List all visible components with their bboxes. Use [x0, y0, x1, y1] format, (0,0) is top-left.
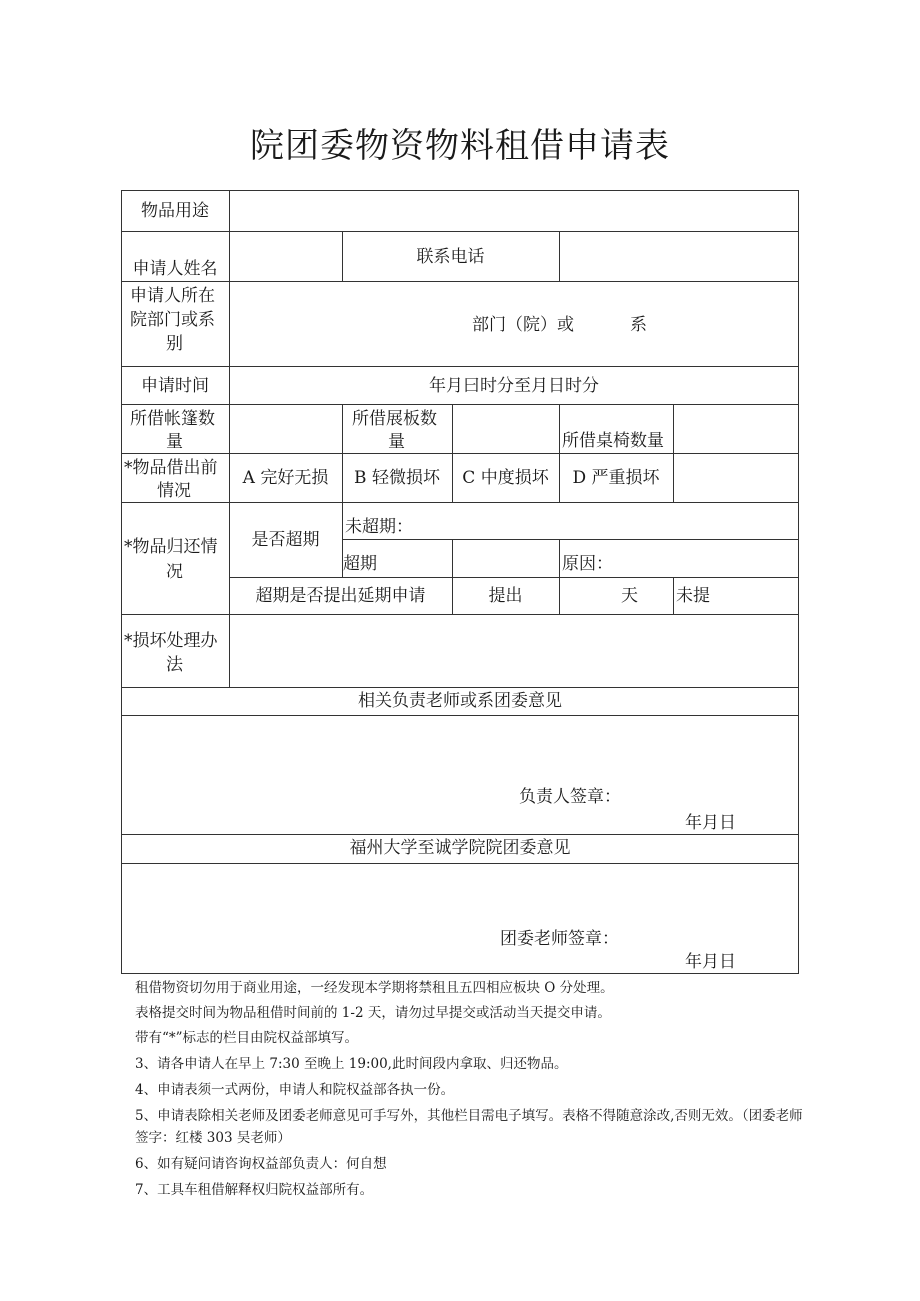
damage-handling-field[interactable] — [232, 638, 797, 662]
extension-not-proposed-option[interactable]: 未提 — [676, 586, 710, 606]
return-label-line2: 况 — [166, 562, 183, 582]
dept-suffix: 系 — [630, 315, 647, 335]
note-item: 6、如有疑问请咨询权益部负责人：何自想 — [135, 1156, 387, 1172]
teacher-opinion-header: 相关负责老师或系团委意见 — [358, 691, 562, 711]
purpose-label: 物品用途 — [141, 201, 209, 221]
committee-opinion-header: 福州大学至诚学院院团委意见 — [349, 838, 571, 858]
condition-option-c[interactable]: C 中度损坏 — [462, 468, 549, 488]
condition-option-a[interactable]: A 完好无损 — [242, 468, 329, 488]
damage-label-line2: 法 — [166, 655, 183, 675]
note-item: 租借物资切勿用于商业用途，一经发现本学期将禁租且五四相应板块 O 分处理。 — [135, 980, 614, 996]
note-item: 带有“*”标志的栏目由院权益部填写。 — [135, 1030, 359, 1046]
condition-option-d[interactable]: D 严重损坏 — [572, 468, 660, 488]
note-item: 4、申请表须一式两份，申请人和院权益部各执一份。 — [135, 1082, 455, 1098]
not-overdue-option[interactable]: 未超期： — [345, 517, 413, 537]
applicant-name-label: 申请人姓名 — [132, 259, 218, 279]
tent-label-line1: 所借帐篷数 — [130, 409, 215, 429]
applicant-name-field[interactable] — [232, 245, 340, 269]
note-item: 7、工具车租借解释权归院权益部所有。 — [135, 1182, 374, 1198]
committee-date-label: 年月日 — [685, 952, 736, 972]
dept-label-line1: 申请人所在 — [130, 286, 215, 306]
notes-section — [135, 977, 805, 1201]
dept-label-line2: 院部门或系 — [130, 310, 215, 330]
desk-quantity-field[interactable] — [676, 418, 796, 442]
time-value[interactable]: 年月曰时分至月日时分 — [429, 376, 599, 396]
page-title: 院团委物资物料租借申请表 — [250, 126, 670, 166]
damage-label-line1: *损坏处理办 — [124, 631, 218, 651]
tent-quantity-field[interactable] — [232, 418, 340, 442]
purpose-field[interactable] — [232, 199, 797, 223]
teacher-sign-label: 负责人签章： — [519, 787, 621, 807]
board-quantity-field[interactable] — [455, 418, 557, 442]
overdue-reason-label: 原因： — [562, 554, 613, 574]
extension-question: 超期是否提出延期申请 — [255, 586, 426, 606]
phone-label: 联系电话 — [416, 247, 485, 267]
overdue-option[interactable]: 超期 — [343, 554, 377, 574]
condition-label-line2: 情况 — [157, 481, 191, 501]
time-label: 申请时间 — [141, 376, 209, 396]
teacher-date-label: 年月日 — [685, 813, 736, 833]
board-label-line2: 量 — [388, 432, 405, 452]
condition-option-b[interactable]: B 轻微损坏 — [354, 468, 440, 488]
committee-sign-label: 团委老师签章： — [500, 929, 619, 949]
dept-label-line3: 别 — [166, 334, 183, 354]
return-label-line1: *物品归还情 — [124, 537, 218, 557]
phone-field[interactable] — [562, 245, 797, 269]
note-item: 5、申请表除相关老师及团委老师意见可手写外，其他栏目需电子填写。表格不得随意涂改,否则无效。（团委老师签字：红楼 303 吴老师） — [135, 1108, 803, 1146]
extension-days-label: 天 — [621, 586, 638, 606]
board-label-line1: 所借展板数 — [352, 409, 437, 429]
desk-label: 所借桌椅数量 — [562, 431, 664, 451]
condition-label-line1: *物品借出前 — [124, 458, 218, 478]
dept-value[interactable]: 部门（院）或 — [472, 315, 574, 335]
overdue-question: 是否超期 — [251, 530, 320, 550]
tent-label-line2: 量 — [166, 432, 183, 452]
extension-proposed-option[interactable]: 提出 — [488, 586, 523, 606]
note-item: 表格提交时间为物品租借时间前的 1-2 天，请勿过早提交或活动当天提交申请。 — [135, 1005, 611, 1021]
note-item: 3、请各申请人在早上 7:30 至晚上 19:00,此时间段内拿取、归还物品。 — [135, 1056, 568, 1072]
